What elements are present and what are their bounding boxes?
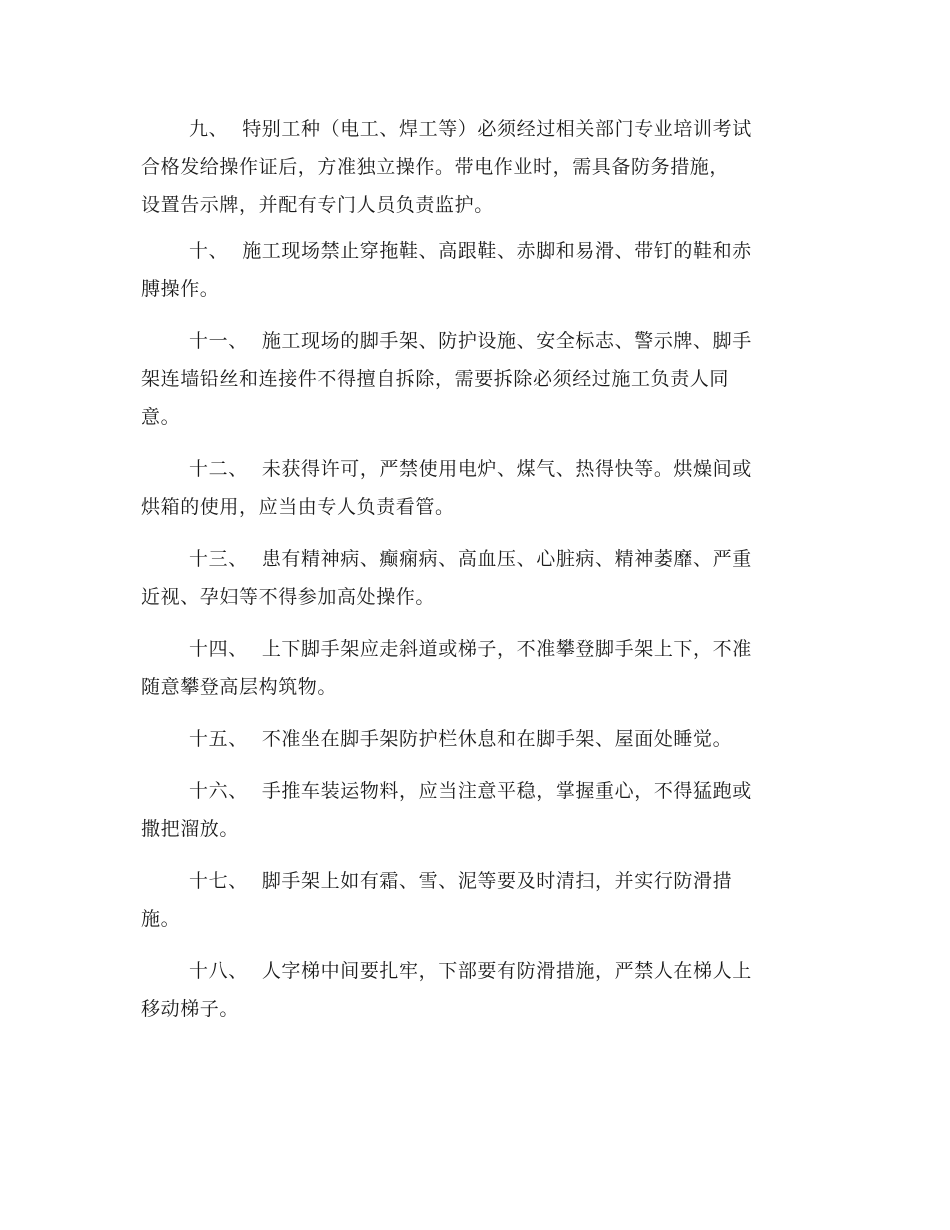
clause-number: 十、 [189,240,229,262]
clause-18 [141,952,813,1028]
clause-line: 撒把溜放。 [141,818,240,840]
clause-17 [141,862,813,938]
clause-number: 十三、 [189,548,248,570]
clause-14 [141,630,813,706]
clause-13 [141,540,813,616]
clause-line: 十一、 施工现场的脚手架、防护设施、安全标志、警示牌、脚手 [189,330,752,352]
clause-line: 随意攀登高层构筑物。 [141,676,338,698]
clause-line: 十七、 脚手架上如有霜、雪、泥等要及时清扫，并实行防滑措 [189,870,733,892]
clause-line: 烘箱的使用，应当由专人负责看管。 [141,496,455,518]
clause-16 [141,772,813,848]
clause-line: 架连墙铅丝和连接件不得擅自拆除，需要拆除必须经过施工负责人同 [141,368,730,390]
clause-line: 膊操作。 [141,278,220,300]
clause-line: 设置告示牌，并配有专门人员负责监护。 [141,194,494,216]
clause-11 [141,322,813,436]
clause-number: 九、 [189,118,229,140]
clause-number: 十七、 [189,870,248,892]
clause-line: 十三、 患有精神病、癫痫病、高血压、心脏病、精神萎靡、严重 [189,548,752,570]
clause-number: 十五、 [189,728,248,750]
clause-number: 十八、 [189,960,248,982]
clause-line: 近视、孕妇等不得参加高处操作。 [141,586,436,608]
clause-10 [141,232,813,308]
clause-12 [141,450,813,526]
clause-line: 十四、 上下脚手架应走斜道或梯子，不准攀登脚手架上下，不准 [189,638,752,660]
clause-line: 十五、 不准坐在脚手架防护栏休息和在脚手架、屋面处睡觉。 [189,728,733,750]
clause-line: 九、 特别工种（电工、焊工等）必须经过相关部门专业培训考试 [189,118,752,140]
clause-line: 十、 施工现场禁止穿拖鞋、高跟鞋、赤脚和易滑、带钉的鞋和赤 [189,240,752,262]
clause-line: 十六、 手推车装运物料，应当注意平稳，掌握重心，不得猛跑或 [189,780,752,802]
clause-line: 合格发给操作证后，方准独立操作。带电作业时，需具备防务措施， [141,156,730,178]
clause-number: 十一、 [189,330,248,352]
clause-line: 十二、 未获得许可，严禁使用电炉、煤气、热得快等。烘燥间或 [189,458,752,480]
clause-number: 十四、 [189,638,248,660]
clause-line: 十八、 人字梯中间要扎牢，下部要有防滑措施，严禁人在梯人上 [189,960,752,982]
clause-line: 移动梯子。 [141,998,240,1020]
clause-line: 意。 [141,406,181,428]
clause-15 [141,720,813,758]
clause-line: 施。 [141,908,181,930]
clause-number: 十二、 [189,458,248,480]
clause-number: 十六、 [189,780,248,802]
clause-9 [141,110,813,224]
